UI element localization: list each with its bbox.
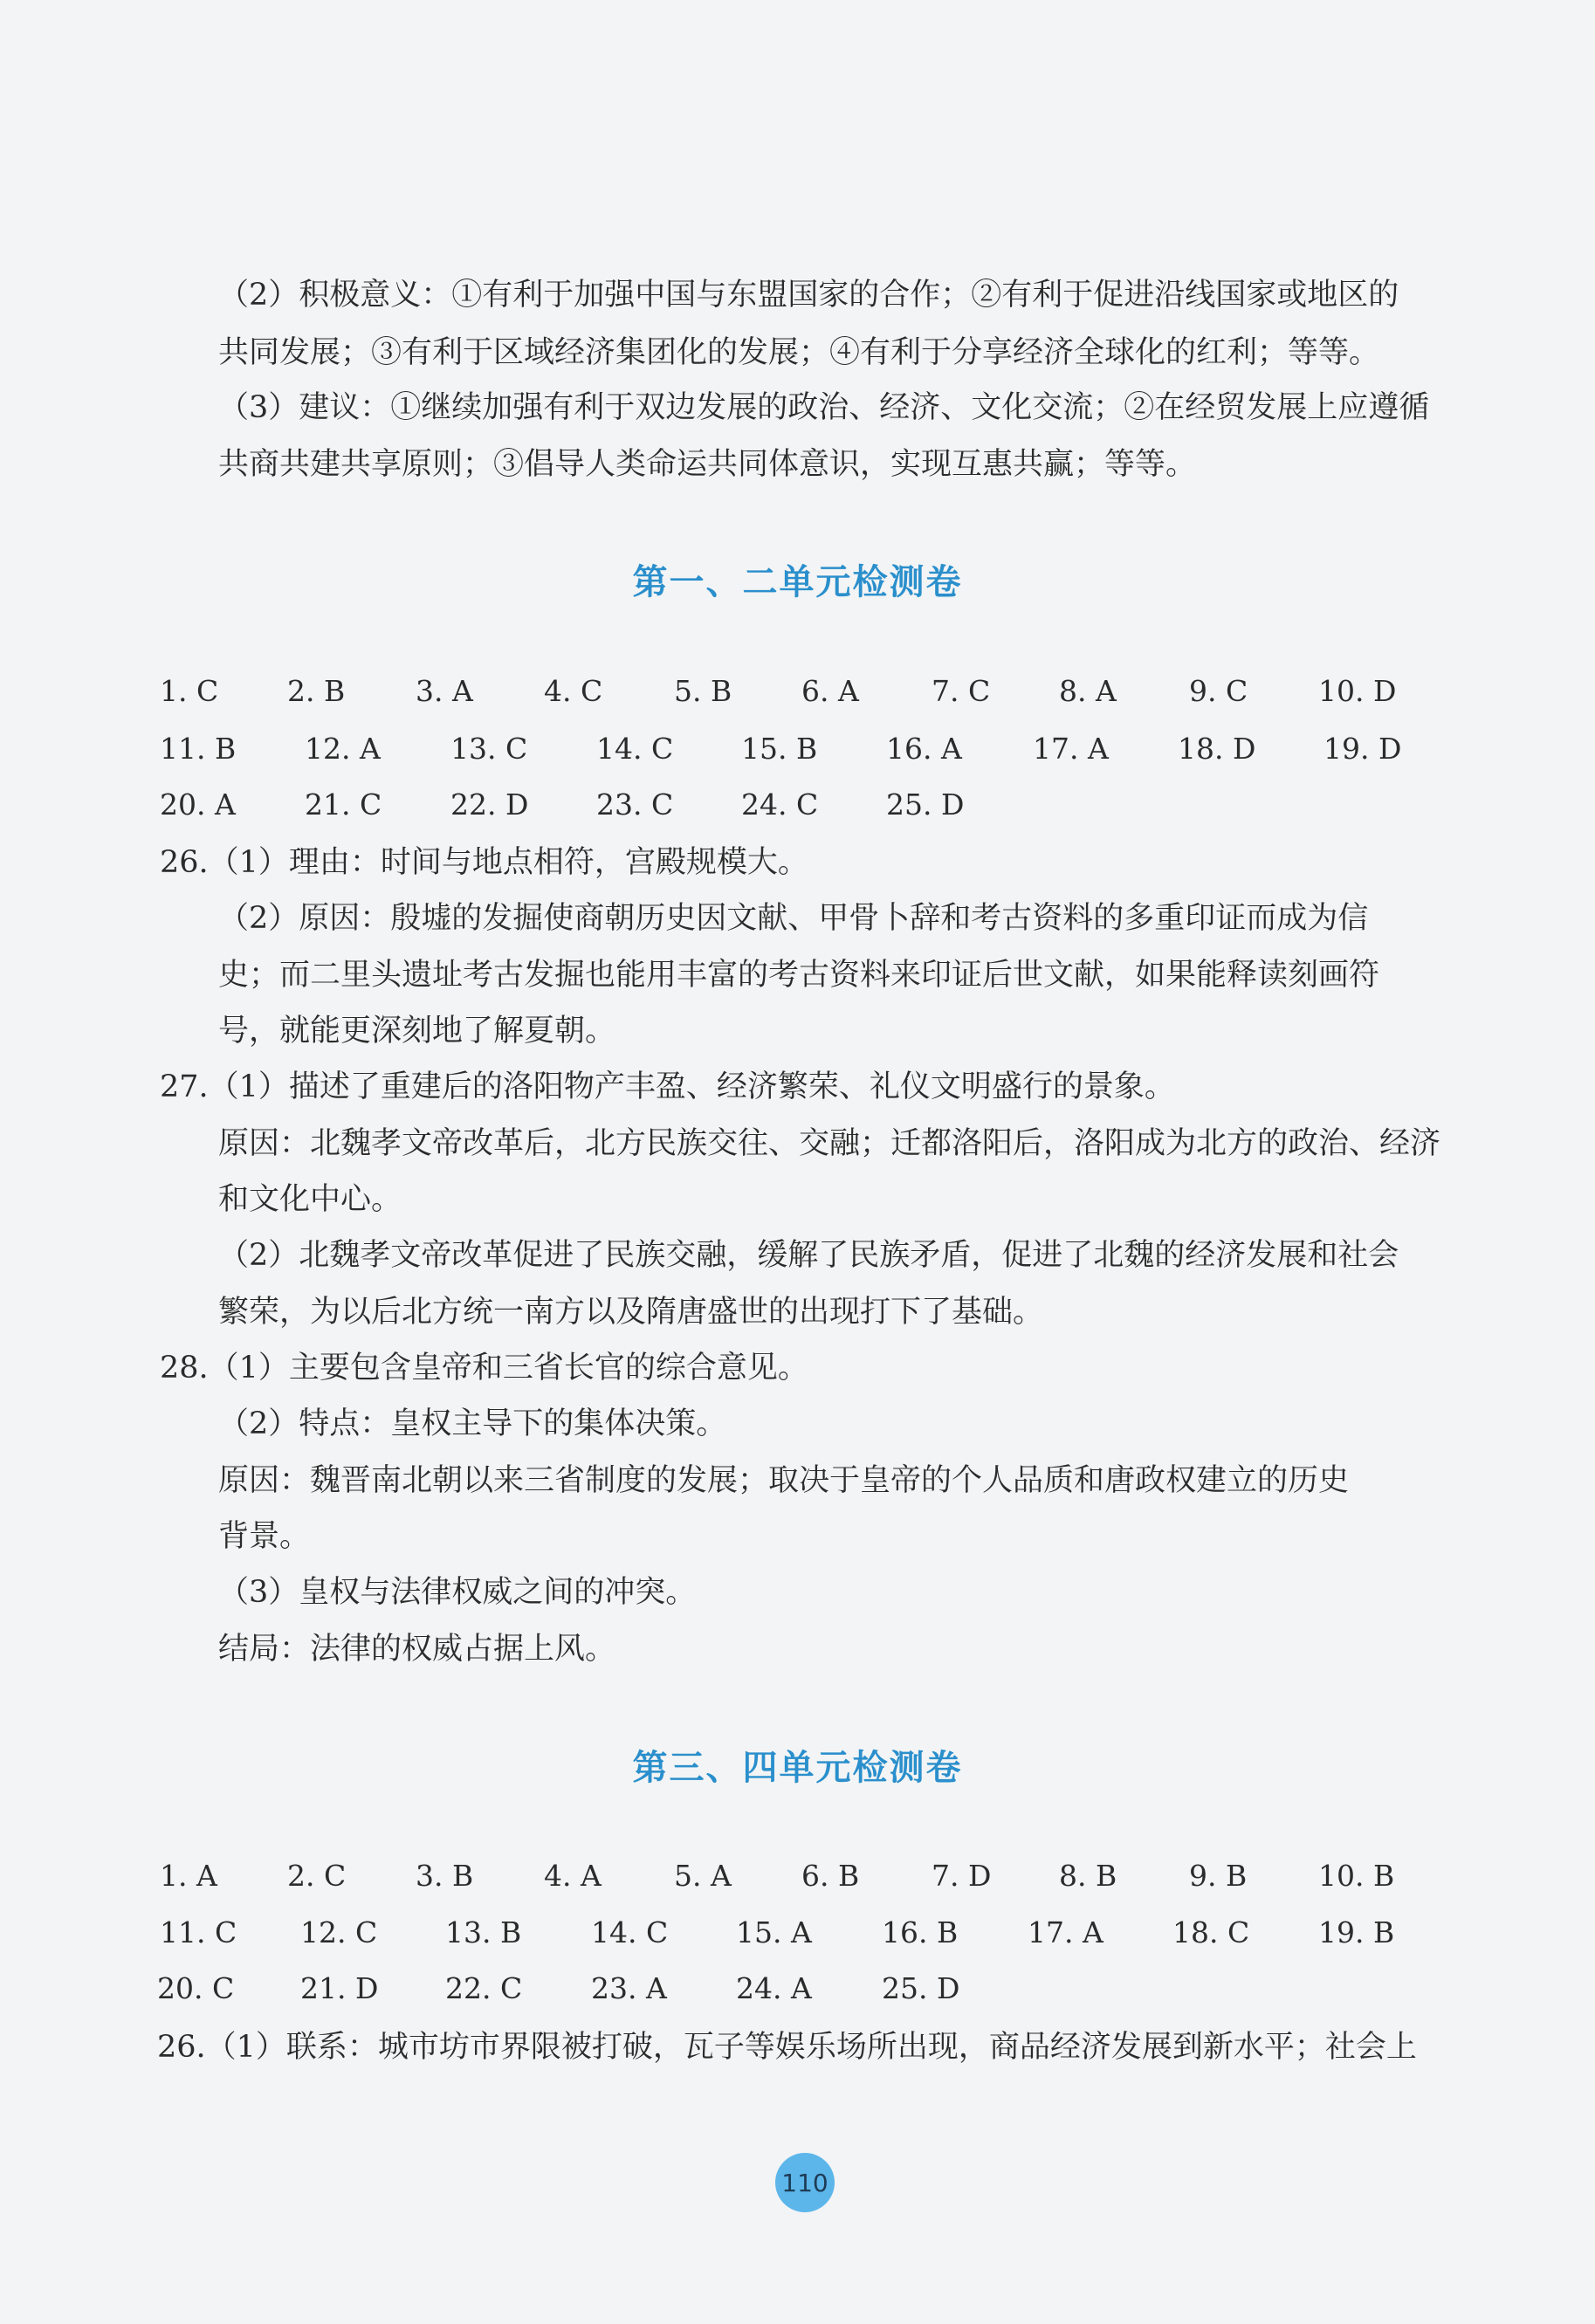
paragraph-line: 共同发展；③有利于区域经济集团化的发展；④有利于分享经济全球化的红利；等等。 xyxy=(218,335,1380,370)
answer-item: 7. C xyxy=(932,674,991,708)
answer-item: 8. A xyxy=(1059,674,1117,708)
answer-item: 4. A xyxy=(544,1859,602,1893)
answer-item: 25. D xyxy=(882,1971,960,2005)
paragraph-line: 背景。 xyxy=(218,1519,311,1554)
answer-item: 25. D xyxy=(886,787,965,822)
answer-item: 18. D xyxy=(1178,732,1256,766)
answer-item: 11. C xyxy=(160,1915,237,1949)
answer-item: 21. C xyxy=(305,787,382,822)
answer-item: 7. D xyxy=(932,1859,992,1893)
answer-item: 9. C xyxy=(1189,674,1248,708)
answer-item: 15. A xyxy=(736,1915,812,1949)
paragraph-line: 和文化中心。 xyxy=(218,1182,402,1217)
answer-item: 21. D xyxy=(300,1971,379,2005)
paragraph-line: 原因：魏晋南北朝以来三省制度的发展；取决于皇帝的个人品质和唐政权建立的历史 xyxy=(218,1463,1350,1498)
answer-item: 15. B xyxy=(741,732,818,766)
paragraph-line: 结局：法律的权威占据上风。 xyxy=(218,1632,616,1667)
paragraph-line: （2）特点：皇权主导下的集体决策。 xyxy=(218,1406,727,1441)
answer-item: 24. C xyxy=(741,787,819,822)
answer-item: 20. C xyxy=(157,1971,235,2005)
answer-item: 8. B xyxy=(1059,1859,1117,1893)
answer-item: 5. B xyxy=(674,674,732,708)
answer-item: 24. A xyxy=(736,1971,812,2005)
answer-item: 1. C xyxy=(160,674,219,708)
paragraph-line: （3）皇权与法律权威之间的冲突。 xyxy=(218,1575,697,1610)
answer-item: 14. C xyxy=(596,732,674,766)
paragraph-line: 史；而二里头遗址考古发掘也能用丰富的考古资料来印证后世文献，如果能释读刻画符 xyxy=(218,958,1380,993)
question-line: 26.（1）理由：时间与地点相符，宫殿规模大。 xyxy=(160,845,808,880)
section-title: 第一、二单元检测卷 xyxy=(632,562,963,602)
answer-item: 16. B xyxy=(882,1915,959,1949)
answer-item: 6. A xyxy=(801,674,859,708)
answer-item: 14. C xyxy=(591,1915,669,1949)
paragraph-line: 繁荣，为以后北方统一南方以及隋唐盛世的出现打下了基础。 xyxy=(218,1295,1044,1330)
answer-item: 10. B xyxy=(1318,1859,1395,1893)
answer-item: 20. A xyxy=(160,787,236,822)
answer-item: 9. B xyxy=(1189,1859,1248,1893)
answer-item: 3. A xyxy=(416,674,473,708)
answer-item: 17. A xyxy=(1033,732,1109,766)
answer-item: 11. B xyxy=(160,732,237,766)
answer-item: 18. C xyxy=(1172,1915,1250,1949)
answer-item: 3. B xyxy=(416,1859,474,1893)
page-number: 110 xyxy=(775,2153,835,2212)
answer-item: 5. A xyxy=(674,1859,732,1893)
section-title: 第三、四单元检测卷 xyxy=(632,1748,963,1788)
answer-item: 1. A xyxy=(160,1859,217,1893)
answer-item: 16. A xyxy=(886,732,962,766)
answer-item: 17. A xyxy=(1028,1915,1103,1949)
answer-item: 19. D xyxy=(1323,732,1402,766)
paragraph-line: 共商共建共享原则；③倡导人类命运共同体意识，实现互惠共赢；等等。 xyxy=(218,447,1197,482)
paragraph-line: 号，就能更深刻地了解夏朝。 xyxy=(218,1014,616,1049)
answer-item: 22. D xyxy=(450,787,529,822)
paragraph-line: （2）积极意义：①有利于加强中国与东盟国家的合作；②有利于促进沿线国家或地区的 xyxy=(218,278,1399,313)
answer-item: 23. A xyxy=(591,1971,667,2005)
answer-item: 22. C xyxy=(445,1971,523,2005)
answer-item: 2. B xyxy=(287,674,346,708)
answer-item: 19. B xyxy=(1318,1915,1395,1949)
answer-item: 13. B xyxy=(445,1915,522,1949)
question-line: 26.（1）联系：城市坊市界限被打破，瓦子等娱乐场所出现，商品经济发展到新水平；社会上 xyxy=(157,2030,1417,2065)
answer-item: 10. D xyxy=(1318,674,1397,708)
answer-item: 2. C xyxy=(287,1859,347,1893)
question-line: 28.（1）主要包含皇帝和三省长官的综合意见。 xyxy=(160,1351,808,1385)
answer-item: 12. C xyxy=(300,1915,378,1949)
paragraph-line: （2）北魏孝文帝改革促进了民族交融，缓解了民族矛盾，促进了北魏的经济发展和社会 xyxy=(218,1238,1399,1273)
answer-item: 13. C xyxy=(450,732,528,766)
answer-item: 12. A xyxy=(305,732,381,766)
answer-item: 23. C xyxy=(596,787,674,822)
paragraph-line: 原因：北魏孝文帝改革后，北方民族交往、交融；迁都洛阳后，洛阳成为北方的政治、经济 xyxy=(218,1126,1441,1161)
paragraph-line: （2）原因：殷墟的发掘使商朝历史因文献、甲骨卜辞和考古资料的多重印证而成为信 xyxy=(218,901,1369,936)
paragraph-line: （3）建议：①继续加强有利于双边发展的政治、经济、文化交流；②在经贸发展上应遵循 xyxy=(218,390,1430,425)
answer-item: 6. B xyxy=(801,1859,860,1893)
question-line: 27.（1）描述了重建后的洛阳物产丰盈、经济繁荣、礼仪文明盛行的景象。 xyxy=(160,1069,1175,1104)
answer-item: 4. C xyxy=(544,674,603,708)
